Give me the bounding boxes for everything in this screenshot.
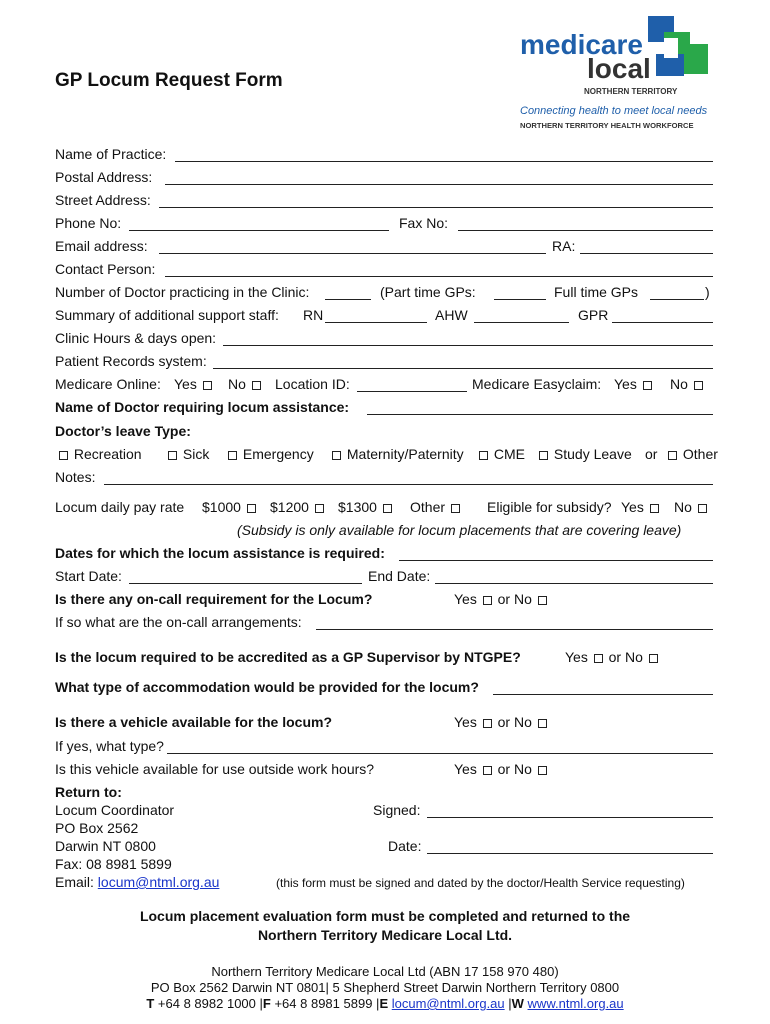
- maternity-checkbox[interactable]: [332, 451, 341, 460]
- leave-option-maternity[interactable]: [330, 446, 464, 462]
- contact-person-field[interactable]: [165, 276, 713, 277]
- other-leave-label: Other: [682, 446, 718, 462]
- name-of-practice-label: Name of Practice:: [55, 146, 167, 162]
- rn-field[interactable]: [325, 322, 427, 323]
- on-call-or-no-label: or No: [497, 591, 532, 607]
- notice-line-2: Northern Territory Medicare Local Ltd.: [257, 927, 513, 943]
- part-time-field[interactable]: [494, 299, 546, 300]
- footer-t-label: T: [146, 996, 155, 1011]
- street-address-field[interactable]: [159, 207, 713, 208]
- footer-f-label: F: [262, 996, 271, 1011]
- pay-other-checkbox[interactable]: [451, 504, 460, 513]
- start-date-label: Start Date:: [55, 568, 122, 584]
- medicare-online-no-label: No: [228, 376, 246, 392]
- logo-tagline: Connecting health to meet local needs: [520, 105, 708, 117]
- footer-line-1: Northern Territory Medicare Local Ltd (ABN 17 158 970 480): [211, 964, 559, 979]
- medicare-online-yes-label: Yes: [174, 376, 197, 392]
- on-call-arrangements-field[interactable]: [316, 629, 713, 630]
- accredited-or-no-label: or No: [608, 649, 643, 665]
- subsidy-no[interactable]: [674, 499, 709, 515]
- eligible-subsidy-label: Eligible for subsidy?: [487, 499, 612, 515]
- accredited-yes-no[interactable]: [565, 649, 660, 665]
- fax-no-label: Fax No:: [399, 215, 449, 231]
- vehicle-yes-checkbox[interactable]: [483, 719, 492, 728]
- ahw-field[interactable]: [474, 322, 569, 323]
- logo-region: NORTHERN TERRITORY: [584, 87, 678, 96]
- footer-web-link[interactable]: www.ntml.org.au: [527, 996, 624, 1011]
- accredited-yes-label: Yes: [565, 649, 588, 665]
- pay-option-other[interactable]: [410, 499, 462, 515]
- vehicle-outside-label: Is this vehicle available for use outside work hours?: [55, 761, 375, 777]
- pay-option-1000[interactable]: [202, 499, 258, 515]
- footer-w-label: W: [511, 996, 524, 1011]
- ra-field[interactable]: [580, 253, 713, 254]
- signed-field[interactable]: [427, 817, 713, 818]
- date-label: Date:: [388, 838, 422, 854]
- notes-field[interactable]: [104, 484, 713, 485]
- notes-label: Notes:: [55, 469, 96, 485]
- accommodation-label: What type of accommodation would be provided for the locum?: [55, 679, 479, 695]
- vehicle-or-no-label: or No: [497, 714, 532, 730]
- other-leave-checkbox[interactable]: [668, 451, 677, 460]
- close-paren: ): [705, 284, 710, 300]
- sick-label: Sick: [182, 446, 210, 462]
- location-id-label: Location ID:: [275, 376, 350, 392]
- rn-label: RN: [303, 307, 324, 323]
- on-call-yes-label: Yes: [454, 591, 477, 607]
- easyclaim-yes[interactable]: [614, 376, 654, 392]
- vehicle-outside-yes-no[interactable]: [454, 761, 549, 777]
- gpr-field[interactable]: [612, 322, 713, 323]
- on-call-yes-no[interactable]: [454, 591, 549, 607]
- on-call-no-checkbox[interactable]: [538, 596, 547, 605]
- return-email-label: Email:: [55, 874, 94, 890]
- num-doctors-label: Number of Doctor practicing in the Clinic:: [55, 284, 310, 300]
- easyclaim-yes-label: Yes: [614, 376, 637, 392]
- fax-no-field[interactable]: [458, 230, 713, 231]
- return-line-4: Fax: 08 8981 5899: [55, 856, 172, 872]
- easyclaim-no-label: No: [670, 376, 688, 392]
- clinic-hours-label: Clinic Hours & days open:: [55, 330, 217, 346]
- recreation-checkbox[interactable]: [59, 451, 68, 460]
- full-time-label: Full time GPs: [554, 284, 639, 300]
- phone-no-field[interactable]: [129, 230, 389, 231]
- footer-email-link[interactable]: locum@ntml.org.au: [391, 996, 505, 1011]
- footer-line-3: T +64 8 8982 1000 |F +64 8 8981 5899 |E locum@ntml.org.au |W www.ntml.org.au: [146, 996, 624, 1011]
- leave-option-sick[interactable]: [166, 446, 209, 462]
- footer-fax: +64 8 8981 5899: [274, 996, 373, 1011]
- full-time-field[interactable]: [650, 299, 704, 300]
- subsidy-no-checkbox[interactable]: [698, 504, 707, 513]
- name-of-practice-field[interactable]: [175, 161, 713, 162]
- sign-note: (this form must be signed and dated by the doctor/Health Service requesting): [276, 876, 685, 890]
- num-doctors-field[interactable]: [325, 299, 371, 300]
- subsidy-yes[interactable]: [621, 499, 661, 515]
- vehicle-yes-no[interactable]: [454, 714, 549, 730]
- subsidy-no-label: No: [674, 499, 692, 515]
- location-id-field[interactable]: [357, 391, 467, 392]
- leave-option-emergency[interactable]: [226, 446, 314, 462]
- clinic-hours-field[interactable]: [223, 345, 713, 346]
- doctor-name-field[interactable]: [367, 414, 713, 415]
- email-address-label: Email address:: [55, 238, 148, 254]
- leave-option-other[interactable]: [666, 446, 718, 462]
- dates-required-field[interactable]: [399, 560, 713, 561]
- pay-option-1200[interactable]: [270, 499, 326, 515]
- recreation-label: Recreation: [73, 446, 142, 462]
- pay-1300-label: $1300: [338, 499, 377, 515]
- cme-checkbox[interactable]: [479, 451, 488, 460]
- logo-word-medicare: medicare: [520, 29, 643, 60]
- vehicle-label: Is there a vehicle available for the locum?: [55, 714, 332, 730]
- accommodation-field[interactable]: [493, 694, 713, 695]
- pay-rate-label: Locum daily pay rate: [55, 499, 185, 515]
- medicare-online-no[interactable]: [228, 376, 263, 392]
- return-to-heading: Return to:: [55, 784, 122, 800]
- vehicle-outside-no-checkbox[interactable]: [538, 766, 547, 775]
- part-time-label: (Part time GPs:: [380, 284, 476, 300]
- footer-line-2: PO Box 2562 Darwin NT 0801| 5 Shepherd Street Darwin Northern Territory 0800: [150, 980, 620, 995]
- gpr-label: GPR: [578, 307, 609, 323]
- leave-option-recreation[interactable]: [57, 446, 142, 462]
- notice-line-1: Locum placement evaluation form must be completed and returned to the: [139, 908, 631, 924]
- study-leave-label: Study Leave: [553, 446, 632, 462]
- date-field[interactable]: [427, 853, 713, 854]
- subsidy-yes-checkbox[interactable]: [650, 504, 659, 513]
- maternity-label: Maternity/Paternity: [346, 446, 464, 462]
- medicare-easyclaim-label: Medicare Easyclaim:: [472, 376, 602, 392]
- leave-option-cme[interactable]: [477, 446, 525, 462]
- medicare-online-no-checkbox[interactable]: [252, 381, 261, 390]
- emergency-checkbox[interactable]: [228, 451, 237, 460]
- vehicle-yes-label: Yes: [454, 714, 477, 730]
- logo-word-local: local: [587, 53, 651, 84]
- email-address-field[interactable]: [159, 253, 546, 254]
- accredited-label: Is the locum required to be accredited as a GP Supervisor by NTGPE?: [55, 649, 521, 665]
- leave-type-label: Doctor’s leave Type:: [55, 423, 191, 439]
- cme-label: CME: [493, 446, 526, 462]
- pay-1000-label: $1000: [202, 499, 241, 515]
- end-date-field[interactable]: [435, 583, 713, 584]
- pay-option-1300[interactable]: [338, 499, 394, 515]
- page-title: GP Locum Request Form: [55, 70, 283, 91]
- vehicle-outside-or-no-label: or No: [497, 761, 532, 777]
- ra-label: RA:: [552, 238, 576, 254]
- ahw-label: AHW: [435, 307, 468, 323]
- study-leave-checkbox[interactable]: [539, 451, 548, 460]
- easyclaim-yes-checkbox[interactable]: [643, 381, 652, 390]
- on-call-arrangements-label: If so what are the on-call arrangements:: [55, 614, 302, 630]
- medicare-online-yes[interactable]: [174, 376, 214, 392]
- pay-other-label: Other: [410, 499, 446, 515]
- vehicle-type-label: If yes, what type?: [55, 738, 164, 754]
- dates-required-label: Dates for which the locum assistance is required:: [55, 545, 385, 561]
- doctor-name-label: Name of Doctor requiring locum assistance:: [55, 399, 350, 415]
- street-address-label: Street Address:: [55, 192, 151, 208]
- logo-subline: NORTHERN TERRITORY HEALTH WORKFORCE: [520, 121, 694, 130]
- patient-records-label: Patient Records system:: [55, 353, 207, 369]
- vehicle-no-checkbox[interactable]: [538, 719, 547, 728]
- postal-address-label: Postal Address:: [55, 169, 153, 185]
- accredited-no-checkbox[interactable]: [649, 654, 658, 663]
- medicare-online-yes-checkbox[interactable]: [203, 381, 212, 390]
- pay-1300-checkbox[interactable]: [383, 504, 392, 513]
- end-date-label: End Date:: [368, 568, 431, 584]
- start-date-field[interactable]: [129, 583, 362, 584]
- footer-e-label: E: [379, 996, 389, 1011]
- support-staff-label: Summary of additional support staff:: [55, 307, 279, 323]
- return-email-link[interactable]: locum@ntml.org.au: [97, 874, 220, 890]
- medicare-local-logo: [514, 14, 719, 134]
- on-call-label: Is there any on-call requirement for the Locum?: [55, 591, 373, 607]
- signed-label: Signed:: [373, 802, 421, 818]
- logo-mark-icon: [648, 16, 708, 76]
- subsidy-note: (Subsidy is only available for locum placements that are covering leave): [237, 522, 682, 538]
- patient-records-field[interactable]: [213, 368, 713, 369]
- vehicle-type-field[interactable]: [167, 753, 713, 754]
- postal-address-field[interactable]: [165, 184, 713, 185]
- sick-checkbox[interactable]: [168, 451, 177, 460]
- vehicle-outside-yes-label: Yes: [454, 761, 477, 777]
- vehicle-outside-yes-checkbox[interactable]: [483, 766, 492, 775]
- return-line-2: PO Box 2562: [55, 820, 139, 836]
- leave-or-label: or: [645, 446, 658, 462]
- medicare-online-label: Medicare Online:: [55, 376, 161, 392]
- accredited-yes-checkbox[interactable]: [594, 654, 603, 663]
- pay-1000-checkbox[interactable]: [247, 504, 256, 513]
- return-email: [55, 874, 219, 890]
- on-call-yes-checkbox[interactable]: [483, 596, 492, 605]
- return-line-3: Darwin NT 0800: [55, 838, 156, 854]
- pay-1200-label: $1200: [270, 499, 309, 515]
- pay-1200-checkbox[interactable]: [315, 504, 324, 513]
- phone-no-label: Phone No:: [55, 215, 122, 231]
- easyclaim-no-checkbox[interactable]: [694, 381, 703, 390]
- footer-phone: +64 8 8982 1000: [157, 996, 256, 1011]
- return-line-1: Locum Coordinator: [55, 802, 175, 818]
- contact-person-label: Contact Person:: [55, 261, 156, 277]
- subsidy-yes-label: Yes: [621, 499, 644, 515]
- emergency-label: Emergency: [242, 446, 314, 462]
- leave-option-study[interactable]: [537, 446, 632, 462]
- easyclaim-no[interactable]: [670, 376, 705, 392]
